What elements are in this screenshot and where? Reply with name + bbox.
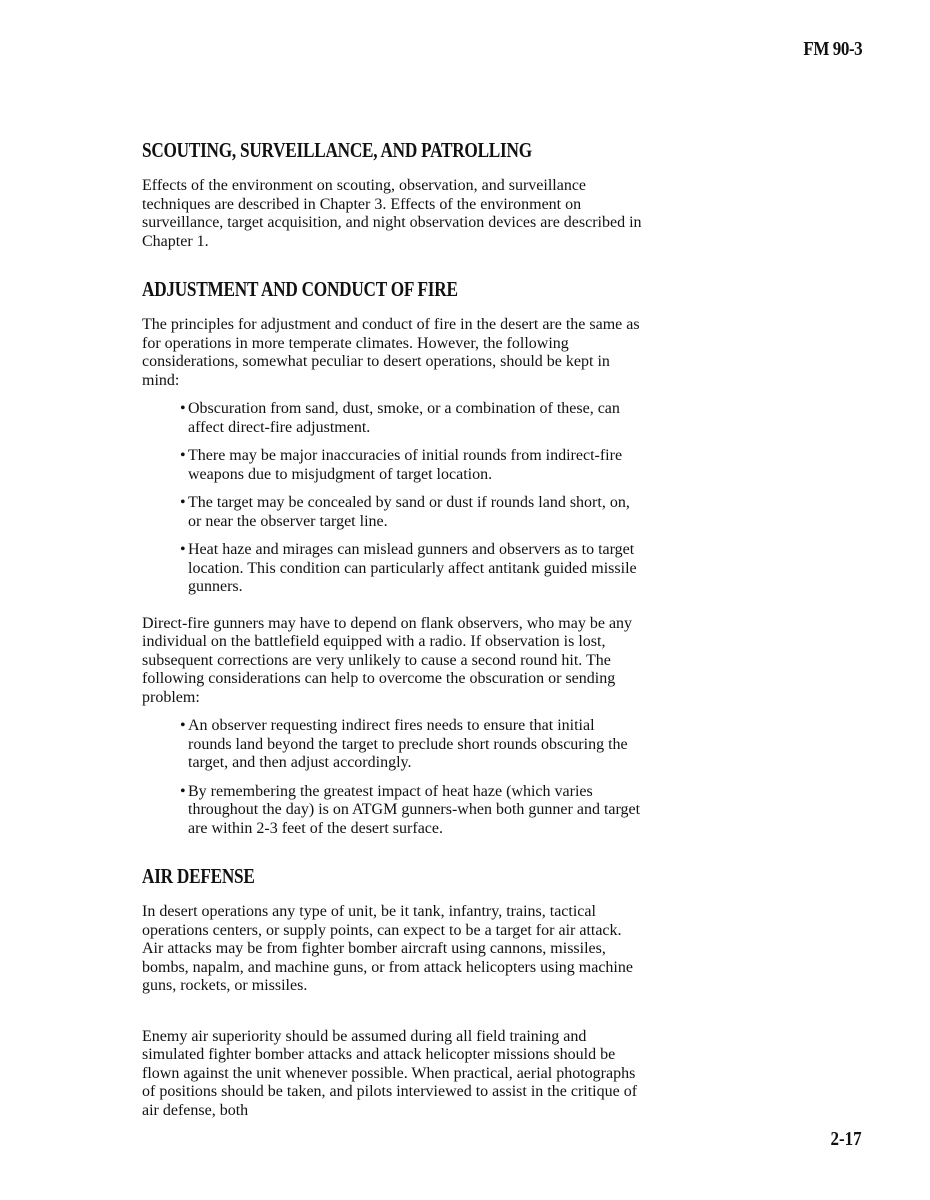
section-adjustment-fire — [142, 277, 642, 838]
bullet-list — [142, 400, 642, 597]
section-scouting — [142, 138, 642, 251]
bullet-item: • There may be major inaccuracies of initial rounds from indirect-fire weapons due to misjudgment of target location. — [180, 447, 623, 483]
page-number: 2-17 — [830, 1128, 862, 1150]
section-heading: AIR DEFENSE — [142, 864, 255, 888]
bullet-icon: • — [180, 717, 186, 734]
bullet-icon: • — [180, 447, 186, 464]
document-id: FM 90-3 — [803, 38, 862, 60]
paragraph: Enemy air superiority should be assumed during all field training and simulated fighter bomber attacks and attack helicopter missions should be flown against the unit whenever possible. When practical, aerial photographs of positions should be taken, and pilots interviewed to assist in the critique of air defense, both — [142, 1027, 638, 1119]
bullet-icon: • — [180, 782, 186, 800]
section-heading: SCOUTING, SURVEILLANCE, AND PATROLLING — [142, 138, 532, 162]
bullet-list — [142, 717, 642, 838]
paragraph: Direct-fire gunners may have to depend on flank observers, who may be any individual on the battlefield equipped with a radio. If observation is lost, subsequent corrections are very unlikely to cause a second round hit. The following considerations can help to overcome the obscuration or sending problem: — [142, 614, 633, 706]
bullet-icon: • — [180, 494, 186, 511]
bullet-item: • Obscuration from sand, dust, smoke, or a combination of these, can affect direct-fire adjustment. — [180, 400, 620, 436]
paragraph: The principles for adjustment and conduct of fire in the desert are the same as for operations in more temperate climates. However, the following considerations, somewhat peculiar to desert operations, should be kept in mind: — [142, 316, 640, 389]
bullet-icon: • — [180, 400, 186, 417]
section-air-defense — [142, 864, 642, 1120]
page-content — [142, 138, 642, 1146]
bullet-item: • Heat haze and mirages can mislead gunners and observers as to target location. This condition can particularly affect antitank guided missile gunners. — [180, 541, 637, 595]
bullet-icon: • — [180, 541, 186, 558]
paragraph: Effects of the environment on scouting, observation, and surveillance techniques are described in Chapter 3. Effects of the environment on surveillance, target acquisition, and night observation devices are described in Chapter 1. — [142, 177, 642, 250]
bullet-item: • An observer requesting indirect fires needs to ensure that initial rounds land beyond the target to preclude short rounds obscuring the target, and then adjust accordingly. — [180, 717, 628, 771]
paragraph: In desert operations any type of unit, be it tank, infantry, trains, tactical operations centers, or supply points, can expect to be a target for air attack. Air attacks may be from fighter bomber aircraft using cannons, missiles, bombs, napalm, and machine guns, or from attack helicopters using machine guns, rockets, or missiles. — [142, 903, 633, 994]
section-heading: ADJUSTMENT AND CONDUCT OF FIRE — [142, 277, 458, 301]
bullet-item: • The target may be concealed by sand or dust if rounds land short, on, or near the observer target line. — [180, 494, 630, 530]
bullet-item: • By remembering the greatest impact of heat haze (which varies throughout the day) is on ATGM gunners-when both gunner and target are within 2-3 feet of the desert surface. — [180, 782, 641, 837]
